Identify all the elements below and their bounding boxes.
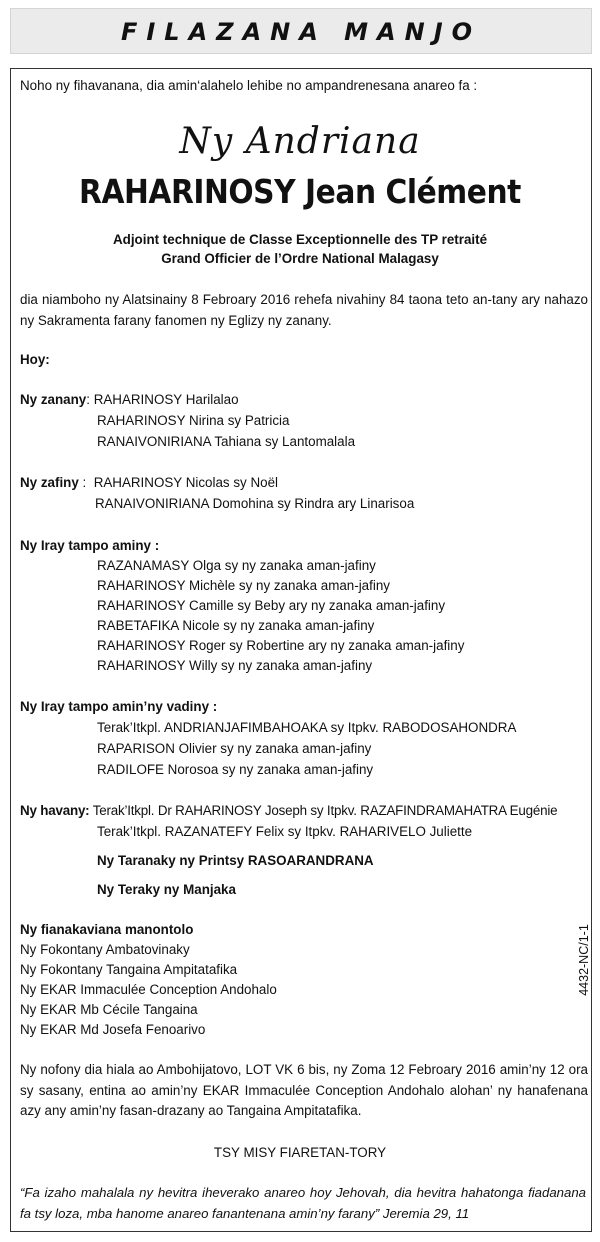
havany-row: [20, 802, 557, 819]
sibling-item: RAHARINOSY Willy sy ny zanaka aman-jafiny: [97, 658, 373, 673]
header-banner: [10, 8, 592, 54]
havany-item: Terak’Itkpl. Dr RAHARINOSY Joseph sy Itpkv. RAZAFINDRAMAHATRA Eugénie: [92, 803, 558, 818]
community-item: Ny EKAR Immaculée Conception Andohalo: [20, 982, 277, 997]
community-item: Ny EKAR Mb Cécile Tangaina: [20, 1002, 198, 1017]
in-law-item: Terak’Itkpl. ANDRIANJAFIMBAHOAKA sy Itpkv. RABODOSAHONDRA: [97, 720, 517, 735]
havany-label: Ny havany:: [20, 803, 90, 818]
zafiny-label: Ny zafiny: [20, 475, 79, 490]
taranaky-line: [97, 852, 374, 869]
havany-item: Terak’Itkpl. RAZANATEFY Felix sy Itpkv. RAHARIVELO Juliette: [97, 824, 473, 839]
zanany-row: Ny zanany: RAHARINOSY Harilalao: [20, 392, 239, 407]
title-line-1: Adjoint technique de Classe Exceptionnelle des TP retraité: [112, 232, 488, 247]
death-paragraph: dia niamboho ny Alatsinainy 8 Febroary 2016 rehefa nivahiny 84 taona teto an-tany ary nahazo ny Sakramenta farany fanomen ny Eglizy ny zanany.: [20, 292, 588, 328]
in-law-item: RAPARISON Olivier sy ny zanaka aman-jafiny: [97, 741, 372, 756]
iray-tampo-vadiny-label: Ny Iray tampo amin’ny vadiny :: [20, 699, 218, 714]
zanany-item: RAHARINOSY Harilalao: [93, 392, 239, 407]
hoy-label: Hoy:: [20, 352, 50, 367]
taranaky-prefix: Ny Taranaky ny Printsy: [97, 853, 245, 868]
funeral-paragraph: Ny nofony dia hiala ao Ambohijatovo, LOT VK 6 bis, ny Zoma 12 Febroary 2016 amin’ny 12 ora sy sasany, entina ao amin’ny EKAR Immaculée Conception Andohalo alohan’ ny hanafenana azy any amin’ny fasan-drazany ao Tangaina Ampitatafika.: [20, 1062, 588, 1118]
zanany-item: RAHARINOSY Nirina sy Patricia: [97, 413, 290, 428]
sibling-item: RAZANAMASY Olga sy ny zanaka aman-jafiny: [97, 558, 376, 573]
taranaky-name: RASOARANDRANA: [247, 853, 374, 868]
zafiny-row: Ny zafiny : RAHARINOSY Nicolas sy Noël: [20, 475, 278, 490]
sibling-item: RAHARINOSY Camille sy Beby ary ny zanaka aman-jafiny: [97, 598, 446, 613]
reference-code: 4432-NC/1-1: [577, 924, 591, 996]
sibling-item: RABETAFIKA Nicole sy ny zanaka aman-jafiny: [97, 618, 375, 633]
fianakaviana-label: Ny fianakaviana manontolo: [20, 922, 194, 937]
intro-text: Noho ny fihavanana, dia amin‘alahelo lehibe no ampandrenesana anareo fa :: [20, 78, 478, 93]
in-law-item: RADILOFE Norosoa sy ny zanaka aman-jafiny: [97, 762, 374, 777]
iray-tampo-aminy-label: Ny Iray tampo aminy :: [20, 538, 160, 553]
teraky-line: Ny Teraky ny Manjaka: [97, 882, 236, 897]
deceased-name: RAHARINOSY Jean Clément: [79, 172, 521, 211]
no-flowers-notice: TSY MISY FIARETAN-TORY: [213, 1145, 387, 1160]
sibling-item: RAHARINOSY Michèle sy ny zanaka aman-jafiny: [97, 578, 390, 593]
scripture-quote: “Fa izaho mahalala ny hevitra iheverako anareo hoy Jehovah, dia hevitra hahatonga fiadanana fa tsy loza, mba hanome anareo fanantenana amin’ny farany” Jeremia 29, 11: [20, 1185, 586, 1221]
community-item: Ny Fokontany Tangaina Ampitatafika: [20, 962, 238, 977]
header-title: FILAZANA MANJO: [120, 18, 482, 46]
community-item: Ny EKAR Md Josefa Fenoarivo: [20, 1022, 206, 1037]
honorific: Ny Andriana: [179, 121, 421, 162]
community-item: Ny Fokontany Ambatovinaky: [20, 942, 190, 957]
zafiny-item: RAHARINOSY Nicolas sy Noël: [93, 475, 278, 490]
title-line-2: Grand Officier de l’Ordre National Malagasy: [161, 251, 439, 266]
zanany-label: Ny zanany: [20, 392, 87, 407]
zafiny-item: RANAIVONIRIANA Domohina sy Rindra ary Linarisoa: [95, 496, 415, 511]
zanany-item: RANAIVONIRIANA Tahiana sy Lantomalala: [97, 434, 356, 449]
sibling-item: RAHARINOSY Roger sy Robertine ary ny zanaka aman-jafiny: [97, 638, 465, 653]
